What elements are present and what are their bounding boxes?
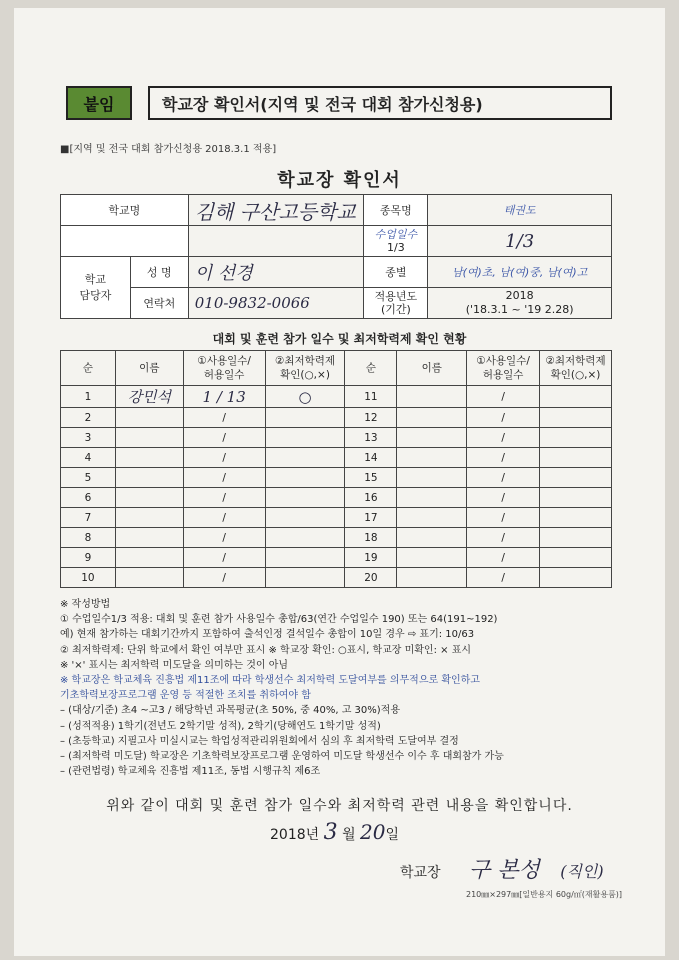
note-line: ② 최저학력제: 단위 학교에서 확인 여부만 표시 ※ 학교장 확인: ○표시, 학교장 미확인: × 표시 xyxy=(60,644,472,656)
row-name xyxy=(397,508,467,528)
row-no: 4 xyxy=(61,448,116,468)
paper-info: 210㎜×297㎜[일반용지 60g/㎡(재활용품)] xyxy=(466,890,623,899)
row-check xyxy=(540,386,612,408)
gender-value: 남(여)초, 남(여)중, 남(여)고 xyxy=(428,257,612,288)
name-value: 이 선경 xyxy=(188,257,364,288)
row-name xyxy=(397,408,467,428)
teacher-label-1: 학교 xyxy=(84,272,107,286)
event-label: 종목명 xyxy=(364,195,428,226)
row-no: 15 xyxy=(345,468,397,488)
row-name xyxy=(397,548,467,568)
date-day-unit: 일 xyxy=(385,827,400,843)
table-row xyxy=(61,448,612,468)
table-row xyxy=(61,428,612,448)
table-row xyxy=(61,386,612,408)
row-name xyxy=(397,468,467,488)
attend-value: 1/3 xyxy=(428,226,612,257)
col-min-2: 확인(○,×) xyxy=(280,369,330,381)
row-name xyxy=(115,448,183,468)
row-check: ○ xyxy=(265,386,345,408)
row-check xyxy=(540,408,612,428)
row-check xyxy=(265,568,345,588)
row-no: 17 xyxy=(345,508,397,528)
row-name xyxy=(397,488,467,508)
attend-label-2: 1/3 xyxy=(387,241,405,254)
status-table xyxy=(60,350,612,588)
row-check xyxy=(265,548,345,568)
row-no: 8 xyxy=(61,528,116,548)
form-note: ■[지역 및 전국 대회 참가신청용 2018.3.1 적용] xyxy=(60,144,277,155)
table-row xyxy=(61,468,612,488)
col-no: 순 xyxy=(61,351,116,386)
note-line: ※ 학교장은 학교체육 진흥법 제11조에 따라 학생선수 최저학력 도달여부를 의무적으로 확인하고 xyxy=(60,675,480,687)
table-row xyxy=(61,528,612,548)
row-name xyxy=(115,428,183,448)
row-days: / xyxy=(467,568,540,588)
col-min-r-1: ②최저학력제 xyxy=(545,355,606,367)
table-row xyxy=(61,548,612,568)
row-no: 5 xyxy=(61,468,116,488)
year-value xyxy=(428,288,612,319)
date-year: 2018년 xyxy=(270,827,320,843)
row-days: / xyxy=(183,488,265,508)
row-name xyxy=(397,386,467,408)
row-check xyxy=(540,448,612,468)
row-days: / xyxy=(183,428,265,448)
row-days: / xyxy=(467,408,540,428)
note-line: – (대상/기준) 초4 ~고3 / 해당학년 과목평균(초 50%, 중 40%, 고 30%)적용 xyxy=(60,705,400,717)
row-check xyxy=(265,428,345,448)
row-no: 19 xyxy=(345,548,397,568)
row-check xyxy=(540,508,612,528)
row-no: 13 xyxy=(345,428,397,448)
row-no: 1 xyxy=(61,386,116,408)
contact-label: 연락처 xyxy=(130,288,188,319)
row-check xyxy=(265,528,345,548)
teacher-label-2: 담당자 xyxy=(79,288,112,302)
row-name xyxy=(115,468,183,488)
row-no: 7 xyxy=(61,508,116,528)
note-line: – (성적적용) 1학기(전년도 2학기말 성적), 2학기(당해연도 1학기말 성적) xyxy=(60,720,381,732)
col-min-1: ②최저학력제 xyxy=(274,355,336,367)
row-days: / xyxy=(183,408,265,428)
date-day: 20 xyxy=(360,820,386,844)
attachment-tag: 붙임 xyxy=(66,86,132,120)
col-days-r-2: 허용일수 xyxy=(482,369,524,381)
row-name xyxy=(397,448,467,468)
note-line: ※ '×' 표시는 최저학력 미도달을 의미하는 것이 아님 xyxy=(60,659,289,671)
row-no: 11 xyxy=(345,386,397,408)
row-days: / xyxy=(467,528,540,548)
table-row xyxy=(61,568,612,588)
year-label-1: 적용년도 xyxy=(374,290,418,303)
school-value: 김해 구산고등학교 xyxy=(188,195,364,226)
row-days: / xyxy=(183,528,265,548)
attend-label xyxy=(364,226,428,257)
row-days: / xyxy=(467,508,540,528)
row-days: / xyxy=(467,428,540,448)
row-name xyxy=(115,548,183,568)
note-line: – (초등학교) 지필고사 미실시교는 학업성적관리위원회에서 심의 후 최저학력 도달여부 결정 xyxy=(60,735,459,747)
header xyxy=(66,86,612,120)
col-name-r: 이름 xyxy=(397,351,467,386)
row-days: / xyxy=(467,488,540,508)
row-no: 10 xyxy=(61,568,116,588)
col-days-2: 허용일수 xyxy=(203,369,245,381)
col-days-r xyxy=(467,351,540,386)
signature xyxy=(400,853,604,884)
contact-value: 010-9832-0066 xyxy=(188,288,364,319)
row-check xyxy=(265,448,345,468)
row-no: 6 xyxy=(61,488,116,508)
date-month-unit: 월 xyxy=(342,827,356,843)
row-days: / xyxy=(183,468,265,488)
row-days: / xyxy=(183,448,265,468)
row-check xyxy=(265,468,345,488)
row-days: / xyxy=(467,386,540,408)
row-name: 강민석 xyxy=(115,386,183,408)
table-row xyxy=(61,488,612,508)
date-month: 3 xyxy=(323,820,338,845)
date xyxy=(270,820,399,845)
name-label: 성 명 xyxy=(130,257,188,288)
row-name xyxy=(115,408,183,428)
row-no: 3 xyxy=(61,428,116,448)
row-no: 12 xyxy=(345,408,397,428)
col-min xyxy=(265,351,345,386)
row-check xyxy=(265,488,345,508)
signature-name: 구 본성 xyxy=(469,858,540,883)
col-days-1: ①사용일수/ xyxy=(197,355,251,367)
row-check xyxy=(540,528,612,548)
row-name xyxy=(115,528,183,548)
row-days: / xyxy=(183,568,265,588)
row-check xyxy=(540,488,612,508)
note-line: – (최저학력 미도달) 학교장은 기초학력보장프로그램 운영하여 미도달 학생선수 이수 후 대회참가 가능 xyxy=(60,751,504,763)
row-name xyxy=(115,568,183,588)
row-name xyxy=(115,488,183,508)
row-days: 1 / 13 xyxy=(183,386,265,408)
row-name xyxy=(397,428,467,448)
row-name xyxy=(115,508,183,528)
school-label: 학교명 xyxy=(61,195,189,226)
note-line: 예) 현재 참가하는 대회기간까지 포함하여 출석인정 결석일수 총합이 10일 경우 ⇨ 표기: 10/63 xyxy=(60,629,475,641)
gender-label: 종별 xyxy=(364,257,428,288)
signature-label: 학교장 xyxy=(400,865,441,881)
col-no-r: 순 xyxy=(345,351,397,386)
col-days-r-1: ①사용일수/ xyxy=(476,355,530,367)
notes xyxy=(60,597,640,779)
row-days: / xyxy=(183,548,265,568)
row-no: 2 xyxy=(61,408,116,428)
header-title: 학교장 확인서(지역 및 전국 대회 참가신청용) xyxy=(148,86,612,120)
table-row xyxy=(61,408,612,428)
document-title: 학교장 확인서 xyxy=(277,170,402,191)
row-days: / xyxy=(183,508,265,528)
row-days: / xyxy=(467,548,540,568)
row-days: / xyxy=(467,448,540,468)
row-no: 18 xyxy=(345,528,397,548)
col-days xyxy=(183,351,265,386)
info-table xyxy=(60,194,612,319)
row-no: 20 xyxy=(345,568,397,588)
teacher-label xyxy=(61,257,131,319)
row-check xyxy=(265,408,345,428)
year-period: ('18.3.1 ~ '19 2.28) xyxy=(465,303,574,316)
row-name xyxy=(397,568,467,588)
row-check xyxy=(540,568,612,588)
status-title: 대회 및 훈련 참가 일수 및 최저학력제 확인 현황 xyxy=(212,332,467,346)
col-min-r xyxy=(540,351,612,386)
row-check xyxy=(540,428,612,448)
signature-seal: (직인) xyxy=(560,862,604,881)
row-check xyxy=(540,548,612,568)
year-value-1: 2018 xyxy=(505,289,534,302)
note-line: ※ 작성방법 xyxy=(60,599,111,610)
row-name xyxy=(397,528,467,548)
event-value: 태권도 xyxy=(428,195,612,226)
row-no: 16 xyxy=(345,488,397,508)
col-name: 이름 xyxy=(115,351,183,386)
row-no: 9 xyxy=(61,548,116,568)
note-line: ① 수업일수1/3 적용: 대회 및 훈련 참가 사용일수 총합/63(연간 수업일수 190) 또는 64(191~192) xyxy=(60,614,498,626)
row-days: / xyxy=(467,468,540,488)
row-no: 14 xyxy=(345,448,397,468)
attend-label-1: 수업일수 xyxy=(374,228,418,241)
row-check xyxy=(265,508,345,528)
note-line: 기초학력보장프로그램 운영 등 적절한 조치를 취하여야 함 xyxy=(60,690,311,702)
table-row xyxy=(61,508,612,528)
year-label-2: (기간) xyxy=(380,303,411,316)
row-check xyxy=(540,468,612,488)
confirm-statement: 위와 같이 대회 및 훈련 참가 일수와 최저학력 관련 내용을 확인합니다. xyxy=(106,798,573,814)
note-line: – (관련법령) 학교체육 진흥법 제11조, 동법 시행규칙 제6조 xyxy=(60,766,321,778)
year-label xyxy=(364,288,428,319)
col-min-r-2: 확인(○,×) xyxy=(550,369,601,381)
